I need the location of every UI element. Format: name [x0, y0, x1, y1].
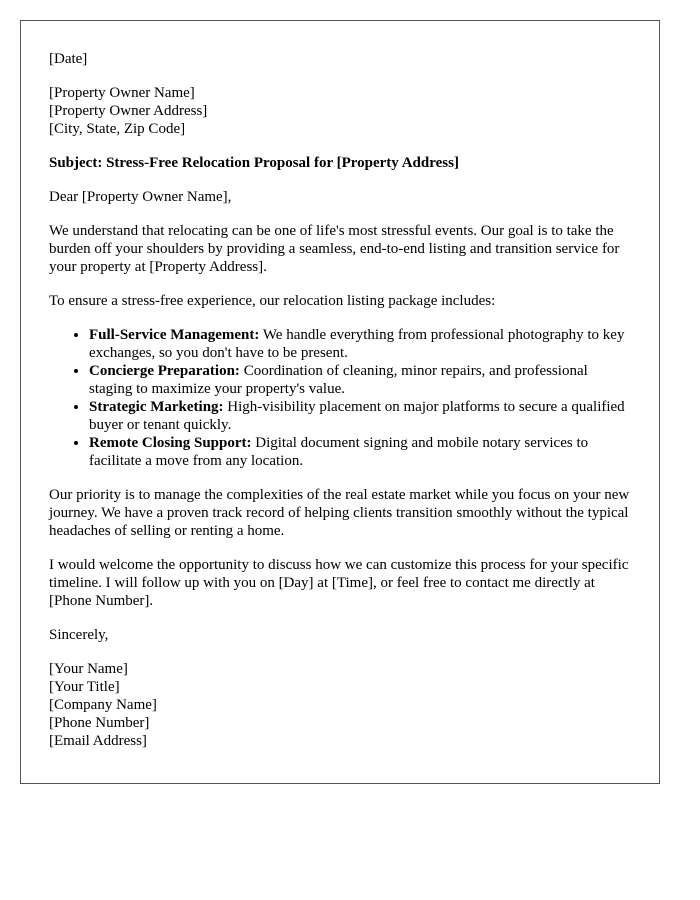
feature-list [49, 326, 631, 470]
signature-title: [Your Title] [49, 679, 120, 695]
feature-item [89, 362, 631, 398]
package-intro-paragraph: To ensure a stress-free experience, our relocation listing package includes: [49, 293, 496, 309]
feature-text: High-visibility placement on major platforms to secure a qualified buyer or tenant quickly. [89, 399, 625, 433]
feature-text: Coordination of cleaning, minor repairs, and professional staging to maximize your property's value. [89, 363, 588, 397]
recipient-name: [Property Owner Name] [49, 85, 195, 101]
feature-text: We handle everything from professional photography to key exchanges, so you don't have to be present. [89, 327, 625, 361]
feature-item [89, 398, 631, 434]
feature-term: Concierge Preparation: [89, 363, 240, 379]
signature-company: [Company Name] [49, 697, 157, 713]
recipient-address: [Property Owner Address] [49, 103, 208, 119]
signature-block [49, 660, 631, 750]
follow-up-paragraph: I would welcome the opportunity to discuss how we can customize this process for your specific timeline. I will follow up with you on [Day] at [Time], or feel free to contact me directly at [Phone Number]. [49, 557, 629, 609]
recipient-city-state-zip: [City, State, Zip Code] [49, 121, 186, 137]
feature-text: Digital document signing and mobile notary services to facilitate a move from any location. [89, 435, 589, 469]
closing: Sincerely, [49, 627, 109, 643]
feature-term: Full-Service Management: [89, 327, 260, 343]
priority-paragraph: Our priority is to manage the complexities of the real estate market while you focus on your new journey. We have a proven track record of helping clients transition smoothly without the typical headaches of selling or renting a home. [49, 487, 630, 539]
recipient-address-block [49, 84, 631, 138]
signature-name: [Your Name] [49, 661, 128, 677]
date: [Date] [49, 51, 88, 67]
signature-email: [Email Address] [49, 733, 147, 749]
feature-item [89, 434, 631, 470]
date-line [49, 50, 631, 68]
feature-term: Remote Closing Support: [89, 435, 252, 451]
intro-paragraph: We understand that relocating can be one of life's most stressful events. Our goal is to take the burden off your shoulders by providing a seamless, end-to-end listing and transition service for your property at [Property Address]. [49, 223, 620, 275]
subject-line: Subject: Stress-Free Relocation Proposal for [Property Address] [49, 155, 459, 171]
feature-item [89, 326, 631, 362]
signature-phone: [Phone Number] [49, 715, 150, 731]
letter [20, 20, 660, 784]
salutation: Dear [Property Owner Name], [49, 189, 232, 205]
feature-term: Strategic Marketing: [89, 399, 224, 415]
